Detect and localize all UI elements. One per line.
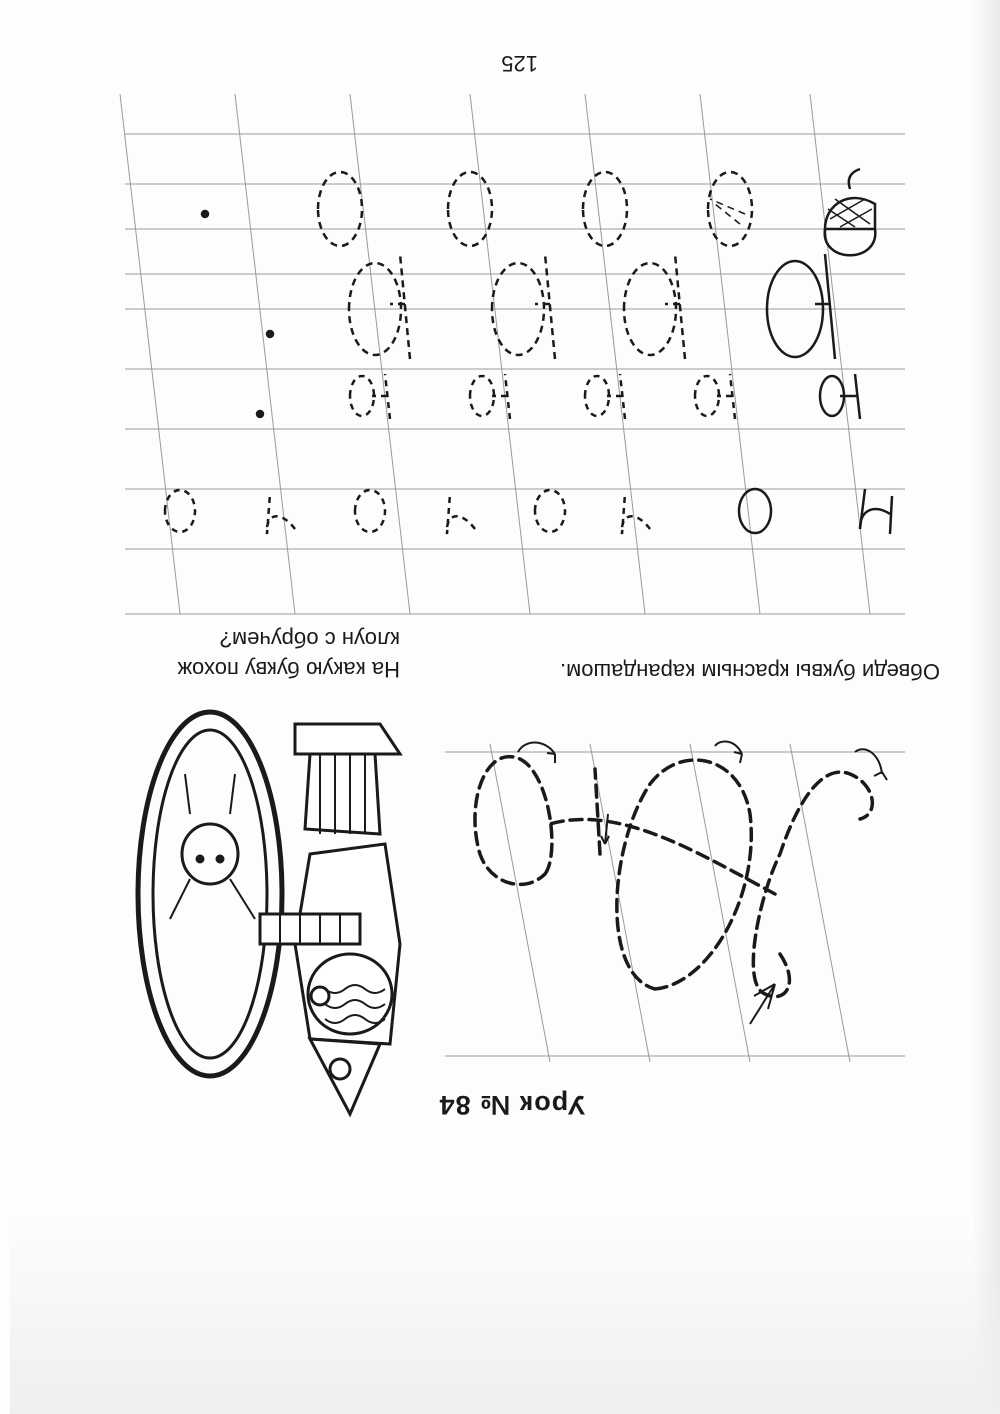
- oval-dashed: [583, 172, 627, 246]
- letter-oval-stroke: [617, 760, 751, 989]
- slant-line: [120, 94, 180, 614]
- dot-mark: [267, 331, 273, 337]
- letter-yu-small-dashed: [607, 374, 625, 419]
- hoop-outer: [138, 712, 282, 1076]
- letter-ch-solid: [860, 489, 892, 534]
- slant-line: [235, 94, 295, 614]
- letter-yu-small-dashed: [492, 374, 510, 419]
- oval-dashed: [448, 172, 492, 246]
- direction-arrow-icon: [874, 772, 887, 780]
- letter-oval-small-stroke: [475, 757, 552, 885]
- bunny-eye: [197, 856, 203, 862]
- tracing-big-letter-area: [445, 744, 905, 1062]
- question-line-1: На какую букву похож: [177, 657, 400, 682]
- letter-yu-small-dashed: [717, 374, 735, 419]
- clown-arm: [260, 914, 360, 944]
- letter-ch-dashed: [447, 494, 475, 534]
- direction-arrow-icon: [601, 814, 609, 844]
- row-small-yu: [257, 374, 860, 419]
- clown-pants: [305, 754, 380, 834]
- oval-dashed: [708, 172, 752, 246]
- letter-yu-small-dashed-oval: [350, 376, 374, 416]
- row-ch-o: [165, 489, 892, 534]
- letter-stem-stroke: [753, 772, 872, 996]
- direction-arrow-icon: [855, 749, 882, 774]
- bunny-paws: [185, 774, 235, 814]
- slant-line: [585, 94, 645, 614]
- slant-line: [810, 94, 870, 614]
- lesson-instruction: Обведи буквы красным карандашом.: [560, 659, 940, 684]
- slant-line: [700, 94, 760, 614]
- letter-o-solid: [739, 489, 771, 533]
- letter-o-dashed: [535, 490, 565, 532]
- letter-yu-small-dashed: [372, 374, 390, 419]
- letter-connector-stroke: [550, 819, 775, 894]
- letter-ch-dashed: [267, 494, 295, 534]
- hoop-inner: [153, 730, 267, 1058]
- letter-o-dashed: [355, 490, 385, 532]
- acorn-cap-pattern: [828, 199, 872, 227]
- clown-shoe: [295, 724, 400, 754]
- slant-line: [490, 744, 550, 1062]
- row-capital-yu: [267, 254, 835, 359]
- direction-arrows: [518, 741, 887, 1024]
- acorn-icon: [825, 169, 876, 255]
- clown-with-hoop-illustration: [138, 712, 400, 1114]
- letter-yu-small-dashed-oval: [470, 376, 494, 416]
- dot-mark: [257, 411, 263, 417]
- letter-yu-small-dashed-oval: [695, 376, 719, 416]
- row-acorn-ovals: [202, 169, 875, 255]
- slant-line: [790, 744, 850, 1062]
- bunny-head: [182, 824, 238, 884]
- slant-line: [590, 744, 650, 1062]
- slant-line: [690, 744, 750, 1062]
- bunny-eye: [217, 856, 223, 862]
- letter-yu-small-dashed-oval: [585, 376, 609, 416]
- letter-yu-capital-solid: [815, 254, 835, 359]
- oval-dashed: [318, 172, 362, 246]
- tracing-big-letter-yu: [475, 757, 872, 997]
- acorn-stem: [849, 169, 860, 189]
- slant-line: [350, 94, 410, 614]
- question-line-2: клоун с обручем?: [219, 627, 400, 652]
- lesson-title: Урок № 84: [438, 1090, 585, 1120]
- direction-arrow-icon: [750, 984, 775, 1024]
- comma-mark: [202, 211, 208, 217]
- page-number: 125: [501, 51, 538, 76]
- acorn-dashed-pattern: [710, 199, 745, 224]
- letter-ch-dashed: [622, 494, 650, 534]
- acorn-nut: [825, 229, 876, 255]
